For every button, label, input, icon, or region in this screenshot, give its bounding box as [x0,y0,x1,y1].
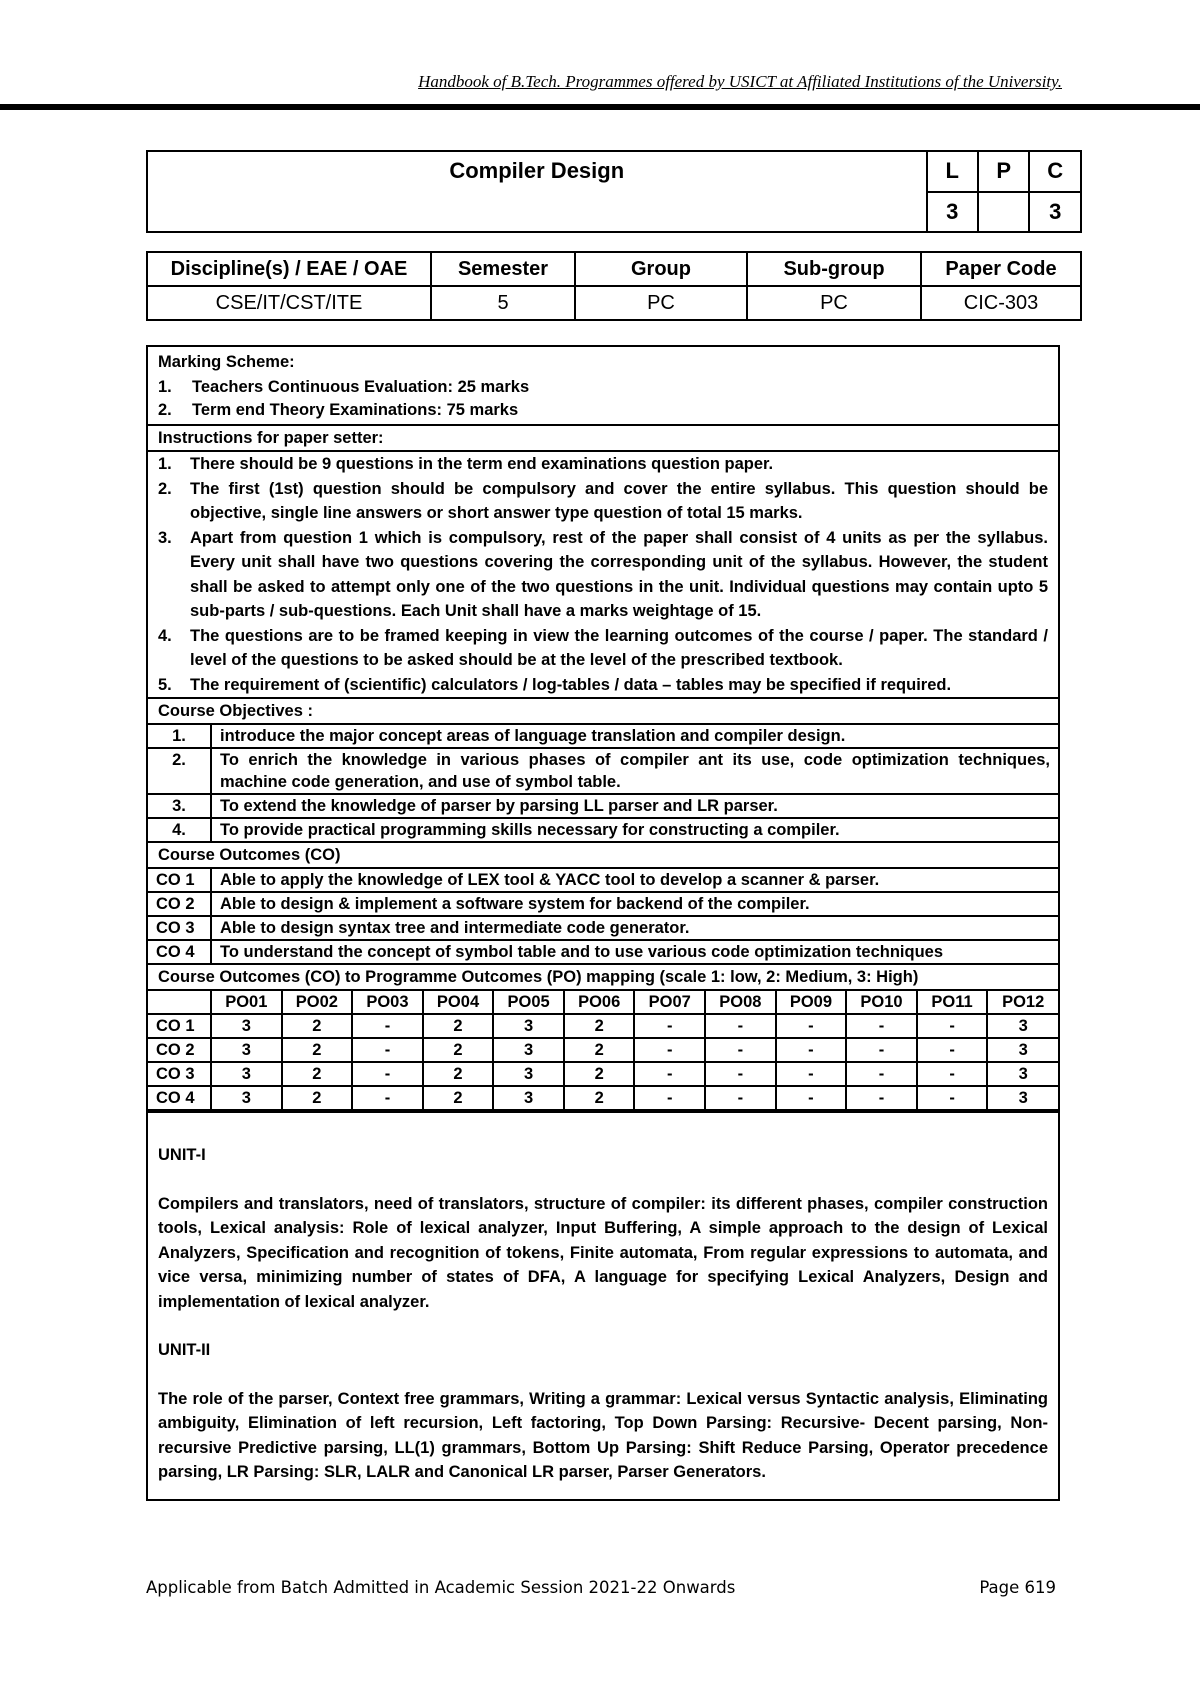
mapping-cell: 2 [564,1062,635,1086]
mapping-cell: - [705,1062,776,1086]
mapping-cell: 3 [987,1014,1058,1038]
mapping-cell: - [917,1062,988,1086]
outcomes-heading: Course Outcomes (CO) [148,841,1058,867]
mapping-cell: - [634,1038,705,1062]
objective-row [148,748,1058,794]
mapping-cell: 3 [493,1038,564,1062]
outcome-text: Able to design syntax tree and intermediate code generator. [211,916,1058,940]
mapping-cell: 3 [493,1086,564,1110]
mapping-cell: PO07 [634,990,705,1014]
mapping-cell: - [705,1014,776,1038]
mapping-cell: - [917,1038,988,1062]
outcome-code: CO 4 [148,940,211,963]
objectives-table [148,723,1058,841]
mapping-cell: 3 [211,1086,282,1110]
mapping-cell: 3 [987,1038,1058,1062]
instruction-item [158,477,1048,526]
objectives-heading: Course Objectives : [148,697,1058,723]
unit-heading: UNIT-II [158,1341,211,1359]
mapping-row-label [148,990,211,1014]
mapping-cell: - [634,1086,705,1110]
mapping-cell: PO10 [846,990,917,1014]
outcome-row [148,916,1058,940]
mapping-header-row [148,990,1058,1014]
mapping-cell: PO04 [423,990,494,1014]
mapping-cell: - [776,1038,847,1062]
mapping-cell: PO02 [282,990,353,1014]
mapping-row-label: CO 2 [148,1038,211,1062]
mapping-cell: 3 [211,1014,282,1038]
instruction-num: 3. [158,528,172,547]
mapping-cell: - [917,1014,988,1038]
subgroup-value: PC [747,286,921,320]
running-header: Handbook of B.Tech. Programmes offered by USICT at Affiliated Institutions of the University. [418,72,1062,91]
objective-num: 4. [148,818,211,841]
lpc-value-p [978,192,1029,233]
marking-item-text: Teachers Continuous Evaluation: 25 marks [192,378,530,396]
mapping-cell: 2 [423,1062,494,1086]
mapping-cell: 2 [282,1038,353,1062]
instruction-item [158,452,1048,477]
mapping-cell: - [634,1062,705,1086]
mapping-cell: 3 [987,1086,1058,1110]
mapping-cell: 2 [282,1086,353,1110]
mapping-cell: - [776,1014,847,1038]
discipline-header: Discipline(s) / EAE / OAE [147,252,431,286]
syllabus-box [146,345,1060,1501]
mapping-cell: PO05 [493,990,564,1014]
mapping-row-label: CO 3 [148,1062,211,1086]
mapping-cell: - [352,1014,423,1038]
outcome-text: To understand the concept of symbol table and to use various code optimization techniques [211,940,1058,963]
instruction-text: The first (1st) question should be compulsory and cover the entire syllabus. This question should be objective, single line answers or short answer type question of total 15 marks. [190,479,1048,522]
unit-body: Compilers and translators, need of translators, structure of compiler: its different phases, compiler construction tools, Lexical analysis: Role of lexical analyzer, Input Buffering, A simple approach to the design of Lexical Analyzers, Specification and recognition of tokens, Finite automata, From regular expressions to automata, and vice versa, minimizing number of states of DFA, A language for specifying Lexical Analyzers, Design and implementation of lexical analyzer. [158,1194,1048,1311]
lpc-header-l: L [927,151,978,192]
marking-scheme-heading: Marking Scheme: [158,353,295,371]
mapping-row [148,1038,1058,1062]
lpc-value-c: 3 [1029,192,1081,233]
objective-row [148,724,1058,748]
unit-heading: UNIT-I [158,1146,206,1164]
outcome-code: CO 1 [148,868,211,892]
objective-text: introduce the major concept areas of language translation and compiler design. [211,724,1058,748]
mapping-cell: PO11 [917,990,988,1014]
marking-item-text: Term end Theory Examinations: 75 marks [192,401,519,419]
outcome-text: Able to apply the knowledge of LEX tool & YACC tool to develop a scanner & parser. [211,868,1058,892]
mapping-cell: 3 [987,1062,1058,1086]
mapping-cell: 2 [282,1062,353,1086]
objective-num: 2. [148,748,211,794]
group-value: PC [575,286,747,320]
mapping-cell: PO03 [352,990,423,1014]
mapping-cell: 3 [493,1062,564,1086]
discipline-value: CSE/IT/CST/ITE [147,286,431,320]
mapping-cell: - [846,1086,917,1110]
mapping-cell: 2 [423,1086,494,1110]
instruction-num: 2. [158,479,172,498]
lpc-header-p: P [978,151,1029,192]
mapping-cell: 3 [211,1062,282,1086]
mapping-cell: - [776,1086,847,1110]
mapping-cell: 2 [564,1014,635,1038]
instruction-text: The questions are to be framed keeping in view the learning outcomes of the course / paper. The standard / level of the questions to be asked should be at the level of the prescribed textbook. [190,626,1048,669]
objective-row [148,794,1058,818]
course-title-table [146,150,1082,233]
mapping-cell: - [917,1086,988,1110]
units-section [148,1111,1058,1499]
instruction-item [158,526,1048,624]
marking-item [148,399,1058,424]
mapping-cell: PO09 [776,990,847,1014]
outcome-row [148,892,1058,916]
instruction-num: 5. [158,675,172,694]
instructions-heading: Instructions for paper setter: [148,424,1058,450]
instruction-item [158,673,1048,698]
page-footer [146,1578,1056,1597]
mapping-cell: - [352,1086,423,1110]
objective-row [148,818,1058,841]
mapping-cell: - [634,1014,705,1038]
instruction-text: Apart from question 1 which is compulsory, rest of the paper shall consist of 4 units as per the syllabus. Every unit shall have two questions covering the corresponding unit of the syllabus. However, the student shall be asked to attempt only one of the two questions in the unit. Individual questions may contain upto 5 sub-parts / sub-questions. Each Unit shall have a marks weightage of 15. [190,528,1048,620]
marking-item [148,376,1058,399]
outcome-code: CO 2 [148,892,211,916]
subgroup-header: Sub-group [747,252,921,286]
mapping-cell: - [352,1062,423,1086]
lpc-header-c: C [1029,151,1081,192]
mapping-cell: 2 [423,1014,494,1038]
outcomes-table [148,867,1058,963]
mapping-cell: 2 [564,1038,635,1062]
unit-body: The role of the parser, Context free grammars, Writing a grammar: Lexical versus Syntactic analysis, Eliminating ambiguity, Elimination of left recursion, Left factoring, Top Down Parsing: Recursive- Decent parsing, Non-recursive Predictive parsing, LL(1) grammars, Bottom Up Parsing: Shift Reduce Parsing, Operator precedence parsing, LR Parsing: SLR, LALR and Canonical LR parser, Parser Generators. [158,1389,1048,1481]
mapping-row [148,1062,1058,1086]
mapping-row-label: CO 4 [148,1086,211,1110]
objective-text: To extend the knowledge of parser by parsing LL parser and LR parser. [211,794,1058,818]
co-po-mapping-table [148,989,1058,1111]
mapping-cell: 2 [423,1038,494,1062]
outcome-text: Able to design & implement a software system for backend of the compiler. [211,892,1058,916]
semester-header: Semester [431,252,575,286]
page-number: Page 619 [979,1578,1056,1597]
outcome-code: CO 3 [148,916,211,940]
objective-num: 3. [148,794,211,818]
group-header: Group [575,252,747,286]
mapping-cell: PO08 [705,990,776,1014]
mapping-cell: - [705,1086,776,1110]
instruction-text: The requirement of (scientific) calculators / log-tables / data – tables may be specified if required. [190,675,952,694]
objective-text: To enrich the knowledge in various phases of compiler ant its use, code optimization techniques, machine code generation, and use of symbol table. [211,748,1058,794]
mapping-cell: 3 [211,1038,282,1062]
header-rule [0,104,1200,110]
mapping-row [148,1086,1058,1110]
course-title: Compiler Design [147,151,927,232]
mapping-cell: 3 [493,1014,564,1038]
lpc-value-l: 3 [927,192,978,233]
instruction-num: 1. [158,455,172,473]
paper-code-header: Paper Code [921,252,1081,286]
objective-text: To provide practical programming skills necessary for constructing a compiler. [211,818,1058,841]
objective-num: 1. [148,724,211,748]
instruction-item [158,624,1048,673]
instruction-num: 4. [158,626,172,645]
mapping-cell: - [352,1038,423,1062]
mapping-row [148,1014,1058,1038]
footer-applicability: Applicable from Batch Admitted in Academic Session 2021-22 Onwards [146,1578,736,1597]
mapping-cell: - [846,1038,917,1062]
mapping-cell: - [846,1014,917,1038]
instructions-list [148,450,1058,697]
instruction-text: There should be 9 questions in the term end examinations question paper. [190,455,774,473]
outcome-row [148,940,1058,963]
mapping-cell: PO12 [987,990,1058,1014]
marking-item-num: 1. [158,378,172,396]
discipline-table [146,251,1082,321]
outcome-row [148,868,1058,892]
mapping-row-label: CO 1 [148,1014,211,1038]
mapping-heading: Course Outcomes (CO) to Programme Outcomes (PO) mapping (scale 1: low, 2: Medium, 3: High) [148,963,1058,989]
mapping-cell: PO01 [211,990,282,1014]
mapping-cell: PO06 [564,990,635,1014]
marking-item-num: 2. [158,401,172,419]
mapping-cell: 2 [564,1086,635,1110]
mapping-cell: - [846,1062,917,1086]
paper-code-value: CIC-303 [921,286,1081,320]
mapping-cell: - [776,1062,847,1086]
mapping-cell: - [705,1038,776,1062]
mapping-cell: 2 [282,1014,353,1038]
semester-value: 5 [431,286,575,320]
